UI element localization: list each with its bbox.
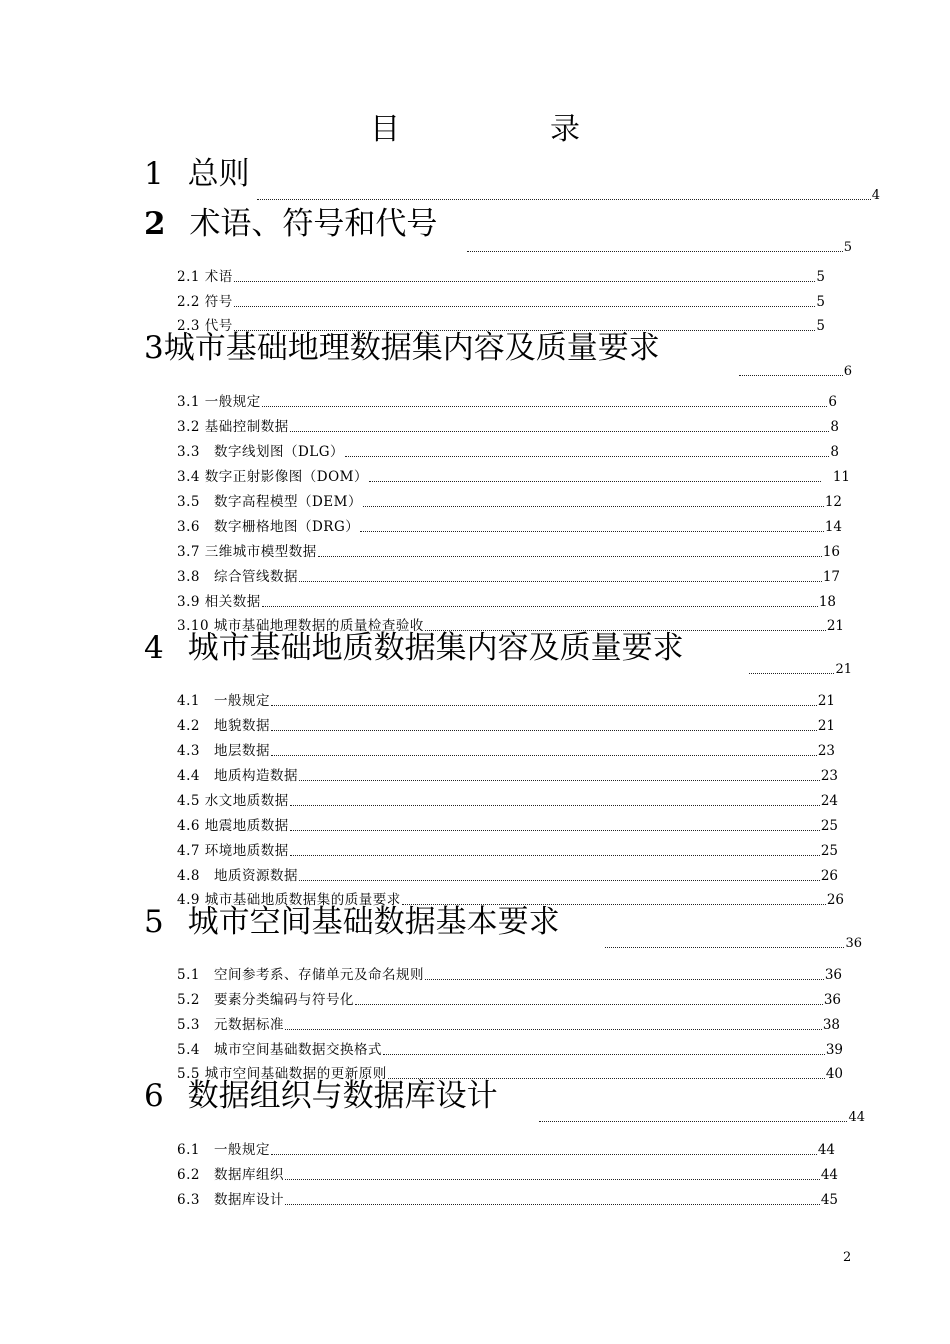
toc-entry[interactable]: 2.1 术语 5 — [177, 269, 825, 285]
toc-entry[interactable]: 2.3 代号 5 — [177, 318, 825, 334]
toc-entry[interactable]: 3.6 数字栅格地图（DRG） 14 — [177, 519, 842, 535]
chapter-4-leader — [748, 662, 852, 677]
toc-entry[interactable]: 6.3 数据库设计 45 — [177, 1192, 838, 1208]
toc-entry[interactable]: 3.4 数字正射影像图（DOM） 11 — [177, 469, 850, 485]
footer-page-number: 2 — [843, 1250, 852, 1265]
toc-entry[interactable]: 3.10 城市基础地理数据的质量检查验收 21 — [177, 618, 844, 634]
chapter-page: 5 — [843, 240, 852, 255]
chapter-number: 4 — [144, 630, 164, 666]
chapter-2-heading — [144, 206, 437, 242]
toc-entry[interactable]: 6.1 一般规定 44 — [177, 1142, 835, 1158]
chapter-4-heading — [144, 630, 684, 666]
toc-entry[interactable]: 3.3 数字线划图（DLG） 8 — [177, 444, 839, 460]
chapter-title: 数据组织与数据库设计 — [187, 1078, 498, 1114]
chapter-page: 44 — [848, 1110, 865, 1125]
chapter-1-leader — [256, 188, 880, 203]
toc-entry[interactable]: 5.5 城市空间基础数据的更新原则 40 — [177, 1066, 843, 1082]
chapter-6-heading — [144, 1078, 498, 1114]
toc-entry[interactable]: 4.1 一般规定 21 — [177, 693, 835, 709]
toc-entry[interactable]: 3.5 数字高程模型（DEM） 12 — [177, 494, 842, 510]
toc-entry[interactable]: 4.7 环境地质数据 25 — [177, 843, 838, 859]
chapter-title: 城市基础地理数据集内容及质量要求 — [163, 330, 660, 366]
toc-entry[interactable]: 4.5 水文地质数据 24 — [177, 793, 838, 809]
chapter-title: 城市基础地质数据集内容及质量要求 — [187, 630, 684, 666]
chapter-title: 城市空间基础数据基本要求 — [187, 904, 560, 940]
toc-entry[interactable]: 5.1 空间参考系、存储单元及命名规则 36 — [177, 967, 842, 983]
toc-entry[interactable]: 3.9 相关数据 18 — [177, 594, 836, 610]
chapter-number: 5 — [144, 904, 164, 940]
chapter-5-leader — [604, 936, 862, 951]
toc-entry[interactable]: 5.4 城市空间基础数据交换格式 39 — [177, 1042, 843, 1058]
chapter-6-leader — [538, 1110, 865, 1125]
chapter-page: 6 — [843, 364, 852, 379]
toc-entry[interactable]: 2.2 符号 5 — [177, 294, 825, 310]
toc-title: 目 录 — [370, 112, 640, 147]
toc-entry[interactable]: 3.1 一般规定 6 — [177, 394, 837, 410]
toc-entry[interactable]: 5.3 元数据标准 38 — [177, 1017, 840, 1033]
chapter-3-heading — [144, 330, 660, 366]
toc-entry[interactable]: 4.6 地震地质数据 25 — [177, 818, 838, 834]
chapter-number: 2 — [144, 206, 166, 242]
chapter-number: 1 — [144, 156, 164, 192]
toc-entry[interactable]: 4.9 城市基础地质数据集的质量要求 26 — [177, 892, 844, 908]
toc-entry[interactable]: 4.3 地层数据 23 — [177, 743, 835, 759]
toc-entry[interactable]: 3.7 三维城市模型数据 16 — [177, 544, 840, 560]
chapter-title: 总则 — [187, 156, 250, 192]
toc-entry[interactable]: 3.8 综合管线数据 17 — [177, 569, 840, 585]
chapter-2-leader — [466, 240, 852, 255]
chapter-1-heading — [144, 156, 250, 192]
toc-entry[interactable]: 4.8 地质资源数据 26 — [177, 868, 838, 884]
chapter-title: 术语、符号和代号 — [189, 206, 438, 242]
toc-entry[interactable]: 4.4 地质构造数据 23 — [177, 768, 838, 784]
toc-entry[interactable]: 4.2 地貌数据 21 — [177, 718, 835, 734]
toc-entry[interactable]: 6.2 数据库组织 44 — [177, 1167, 838, 1183]
chapter-5-heading — [144, 904, 560, 940]
chapter-3-leader — [738, 364, 852, 379]
chapter-page: 36 — [845, 936, 862, 951]
toc-entry[interactable]: 5.2 要素分类编码与符号化 36 — [177, 992, 841, 1008]
chapter-page: 4 — [871, 188, 880, 203]
chapter-page: 21 — [835, 662, 852, 677]
chapter-number: 6 — [144, 1078, 164, 1114]
chapter-number: 3 — [144, 330, 164, 366]
toc-entry[interactable]: 3.2 基础控制数据 8 — [177, 419, 839, 435]
